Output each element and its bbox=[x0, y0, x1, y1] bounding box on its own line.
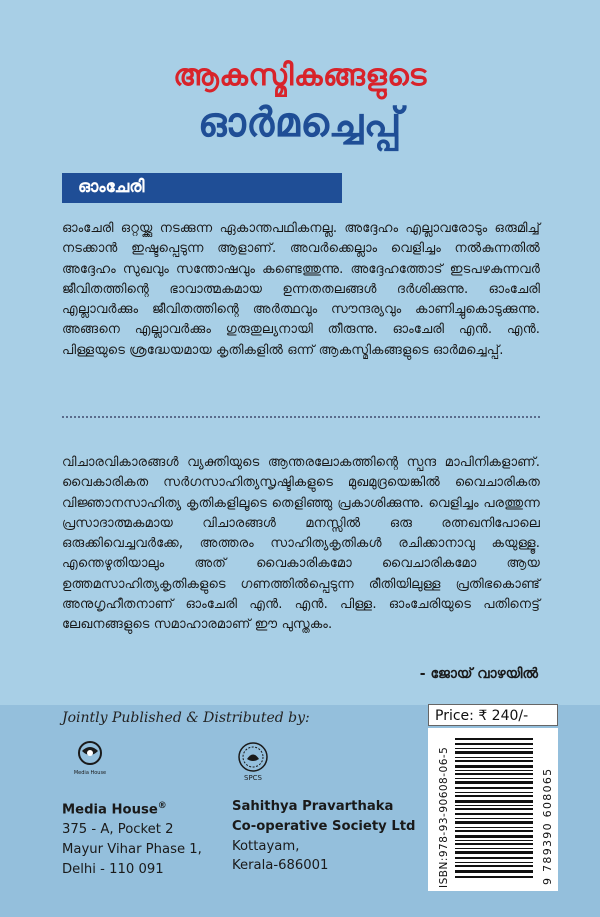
spcs-logo-icon bbox=[232, 740, 274, 782]
publisher-2-name-line: Sahithya Pravarthaka bbox=[232, 799, 394, 814]
author-bar bbox=[62, 173, 342, 203]
price-label: Price: ₹ 240/- bbox=[428, 704, 558, 726]
publisher-2-address-line: Kerala-686001 bbox=[232, 858, 329, 874]
jointly-published-label: Jointly Published & Distributed by: bbox=[62, 710, 310, 726]
blurb-paragraph-1: ഓംചേരി ഒറ്റയ്ക്കു നടക്കുന്ന ഏകാന്തപഥികനല്ല. അദ്ദേഹം എല്ലാവരോടും ഒരുമിച്ച് നടക്കാൻ ഇഷ്ടപ്പെടുന്ന ആളാണ്. അവർക്കെല്ലാം വെളിച്ചം നൽകുന്നതിൽ അദ്ദേഹം സുഖവും സന്തോഷവും കണ്ടെത്തുന്നു. അദ്ദേഹത്തോട് ഇടപഴകുന്നവർ ജീവിതത്തിന്റെ ഭാവാത്മകമായ ഉന്നതതലങ്ങൾ ദർശിക്കുന്നു. ഓംചേരി എല്ലാവർക്കും ജീവിതത്തിന്റെ അർത്ഥവും സൗന്ദര്യവും കാണിച്ചുകൊടുക്കുന്നു. അങ്ങനെ എല്ലാവർക്കും ഗുരുതുല്യനായി തീരുന്നു. ഓംചേരി എൻ. എൻ. പിള്ളയുടെ ശ്രദ്ധേയമായ കൃതികളിൽ ഒന്ന് ആകസ്മികങ്ങളുടെ ഓർമച്ചെപ്പ്. bbox=[62, 221, 540, 358]
publisher-2-name-line: Co-operative Society Ltd bbox=[232, 818, 416, 834]
signature: - ജോയ് വാഴയിൽ bbox=[419, 666, 538, 682]
isbn-number: ISBN:978-93-90608-06-5 bbox=[438, 746, 450, 888]
publisher-1-address-line: Delhi - 110 091 bbox=[62, 861, 164, 877]
title-line-1: ആകസ്മികങ്ങളുടെ bbox=[173, 58, 427, 93]
blurb-paragraph-2: വിചാരവികാരങ്ങൾ വ്യക്തിയുടെ ആന്തരലോകത്തിന്റെ സ്പന്ദ മാപിനികളാണ്. വൈകാരികത സർഗസാഹിത്യസൃഷ്ടികളുടെ മുഖമുദ്രയെങ്കിൽ വൈചാരികത വിജ്ഞാനസാഹിത്യ കൃതികളിലൂടെ തെളിഞ്ഞു പ്രകാശിക്കുന്നു. വെളിച്ചം പരത്തുന്ന പ്രസാദാത്മകമായ വിചാരങ്ങൾ മനസ്സിൽ ഒരു രത്നഖനിപോലെ ഒരുക്കിവെച്ചവർക്കേ, അത്തരം സാഹിത്യകൃതികൾ രചിക്കാനാവു കയുള്ളൂ. എന്തെഴുതിയാലും അത് വൈകാരികമോ വൈചാരികമോ ആയ ഉത്തമസാഹിത്യകൃതികളുടെ ഗണത്തിൽപ്പെടുന്ന രീതിയിലുള്ള പ്രതിഭകൊണ്ട് അനുഗൃഹീതനാണ് ഓംചേരി എൻ. എൻ. പിള്ള. ഓംചേരിയുടെ പതിനെട്ട് ലേഖനങ്ങളുടെ സമാഹാരമാണ് ഈ പുസ്തകം. bbox=[62, 455, 540, 633]
publisher-1-address-line: 375 - A, Pocket 2 bbox=[62, 822, 174, 838]
publisher-spcs bbox=[232, 797, 416, 876]
barcode-digits: 9 789390 608065 bbox=[541, 767, 554, 885]
publisher-1-address-line: Mayur Vihar Phase 1, bbox=[62, 841, 202, 857]
publisher-2-address-line: Kottayam, bbox=[232, 838, 300, 854]
publisher-media-house bbox=[62, 797, 202, 880]
media-house-logo-caption: Media House bbox=[73, 770, 107, 776]
dotted-divider bbox=[62, 416, 540, 418]
spcs-logo-caption: SPCS bbox=[244, 774, 262, 782]
media-house-logo-icon bbox=[70, 737, 110, 777]
registered-mark: ® bbox=[157, 801, 167, 811]
author-name: ഓംചേരി bbox=[78, 177, 145, 197]
publisher-1-name: Media House® bbox=[62, 801, 167, 818]
title-line-2: ഓർമച്ചെപ്പ് bbox=[198, 100, 402, 146]
barcode-icon bbox=[455, 738, 533, 880]
